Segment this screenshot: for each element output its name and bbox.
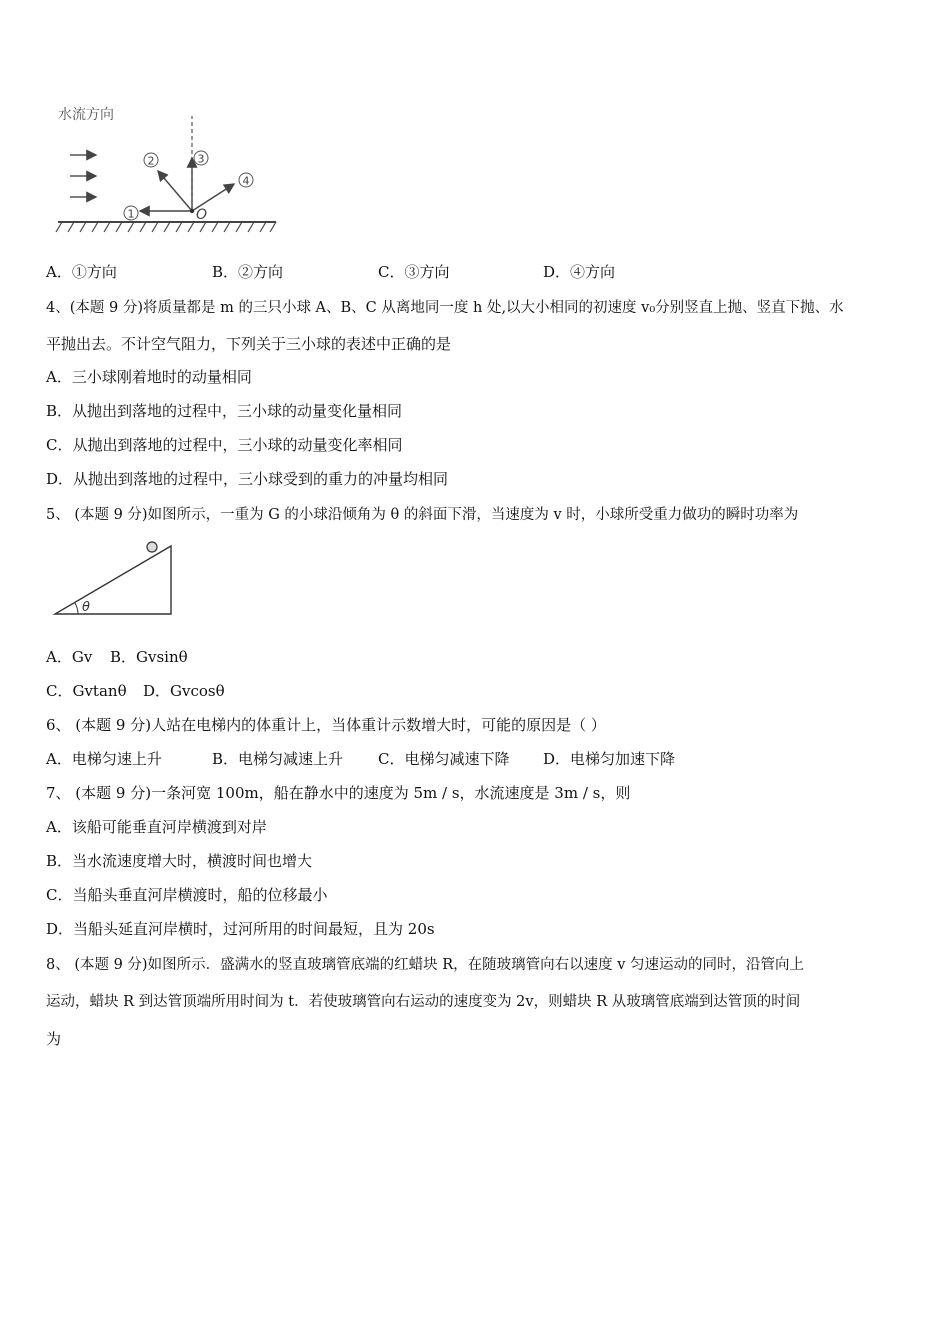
q3-option-b: B．②方向 bbox=[212, 263, 284, 281]
q3-option-c: C．③方向 bbox=[378, 263, 450, 281]
dir-3-label: 3 bbox=[197, 152, 205, 166]
q8-stem-line3: 为 bbox=[46, 1030, 62, 1048]
q4-option-a: A．三小球刚着地时的动量相同 bbox=[46, 368, 252, 386]
q3-option-a: A．①方向 bbox=[46, 263, 117, 281]
ball bbox=[147, 542, 157, 552]
q8-stem-line1: 8、 (本题 9 分)如图所示．盛满水的竖直玻璃管底端的红蜡块 R，在随玻璃管向右以速度 v 匀速运动的同时，沿管向上 bbox=[46, 957, 805, 973]
q7-option-c: C．当船头垂直河岸横渡时，船的位移最小 bbox=[46, 886, 328, 904]
q7-option-a: A．该船可能垂直河岸横渡到对岸 bbox=[46, 818, 267, 836]
flow-direction-label: 水流方向 bbox=[58, 107, 114, 123]
q7-stem: 7、 (本题 9 分)一条河宽 100m，船在静水中的速度为 5m / s，水流速度是 3m / s，则 bbox=[46, 784, 631, 802]
q6-option-a: A．电梯匀速上升 bbox=[46, 750, 162, 768]
q7-option-b: B．当水流速度增大时，横渡时间也增大 bbox=[46, 852, 313, 870]
q5-stem: 5、 (本题 9 分)如图所示，一重为 G 的小球沿倾角为 θ 的斜面下滑，当速度为 v 时，小球所受重力做功的瞬时功率为 bbox=[46, 507, 799, 523]
q5-option-b: B．Gvsinθ bbox=[110, 648, 188, 666]
q6-stem: 6、 (本题 9 分)人站在电梯内的体重计上，当体重计示数增大时，可能的原因是（ ） bbox=[46, 716, 606, 734]
river-direction-figure bbox=[50, 98, 290, 246]
dir-2-label: 2 bbox=[147, 154, 155, 168]
q8-stem-line2: 运动，蜡块 R 到达管顶端所用时间为 t．若使玻璃管向右运动的速度变为 2v，则蜡块 R 从玻璃管底端到达管顶的时间 bbox=[46, 994, 801, 1010]
q4-stem-line1: 4、(本题 9 分)将质量都是 m 的三只小球 A、B、C 从离地同一度 h 处,以大小相同的初速度 v₀分别竖直上抛、竖直下抛、水 bbox=[46, 300, 844, 316]
q6-option-c: C．电梯匀减速下降 bbox=[378, 750, 510, 768]
dir-1-label: 1 bbox=[127, 207, 135, 221]
q4-option-d: D．从抛出到落地的过程中，三小球受到的重力的冲量均相同 bbox=[46, 470, 449, 488]
q3-option-d: D．④方向 bbox=[543, 263, 616, 281]
q5-option-a: A．Gv bbox=[46, 648, 93, 666]
angle-arc bbox=[75, 603, 78, 614]
flow-arrows bbox=[70, 155, 96, 197]
q7-option-d: D．当船头延直河岸横时，过河所用的时间最短，且为 20s bbox=[46, 920, 435, 938]
q6-option-d: D．电梯匀加速下降 bbox=[543, 750, 676, 768]
q4-option-c: C．从抛出到落地的过程中，三小球的动量变化率相同 bbox=[46, 436, 403, 454]
point-o-label: O bbox=[196, 207, 208, 223]
point-o bbox=[190, 209, 194, 213]
q6-option-b: B．电梯匀减速上升 bbox=[212, 750, 344, 768]
incline-triangle bbox=[55, 546, 171, 614]
incline-figure bbox=[50, 538, 180, 620]
angle-theta-label: θ bbox=[82, 600, 90, 615]
q4-option-b: B．从抛出到落地的过程中，三小球的动量变化量相同 bbox=[46, 402, 403, 420]
q5-option-d: D．Gvcosθ bbox=[143, 682, 225, 700]
q5-option-c: C．Gvtanθ bbox=[46, 682, 127, 700]
ground-hatch bbox=[56, 222, 276, 232]
dir-4-label: 4 bbox=[242, 174, 250, 188]
q4-stem-line2: 平抛出去。不计空气阻力，下列关于三小球的表述中正确的是 bbox=[46, 335, 452, 353]
direction-labels bbox=[124, 151, 253, 220]
